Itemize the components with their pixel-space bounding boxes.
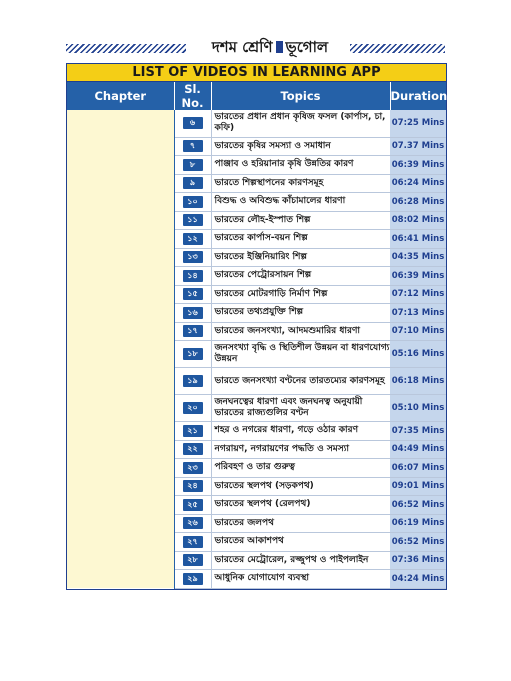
- sl-badge: ১২: [183, 233, 203, 245]
- sl-cell: [174, 551, 211, 570]
- sl-badge: ২৮: [183, 554, 203, 566]
- sl-badge: ১৬: [183, 307, 203, 319]
- duration-cell: 04:49 Mins: [390, 440, 446, 459]
- sl-badge: ২৭: [183, 536, 203, 548]
- topic-cell[interactable]: ভারতের জনসংখ্যা, আদমশুমারির ধারণা: [211, 322, 390, 341]
- sl-cell: [174, 211, 211, 230]
- sl-cell: [174, 156, 211, 175]
- sl-badge: ১৯: [183, 375, 203, 387]
- sl-badge: ১১: [183, 214, 203, 226]
- sl-badge: ১৩: [183, 251, 203, 263]
- duration-cell: 07:10 Mins: [390, 322, 446, 341]
- duration-cell: 06:52 Mins: [390, 533, 446, 552]
- sl-badge: ১৪: [183, 270, 203, 282]
- sl-cell: [174, 368, 211, 395]
- sl-cell: [174, 459, 211, 478]
- duration-cell: 07.37 Mins: [390, 137, 446, 156]
- sl-cell: [174, 341, 211, 368]
- sl-badge: ৯: [183, 177, 203, 189]
- topic-cell[interactable]: শহর ও নগরের ধারণা, গড়ে ওঠার কারণ: [211, 422, 390, 441]
- table-row[interactable]: [67, 110, 446, 137]
- topic-cell[interactable]: ভারতের মেট্রোরেল, রজ্জুপথ ও পাইপলাইন: [211, 551, 390, 570]
- topic-cell[interactable]: নগরায়ণ, নগরায়ণের পদ্ধতি ও সমস্যা: [211, 440, 390, 459]
- duration-cell: 06:07 Mins: [390, 459, 446, 478]
- subject-label: ভূগোল: [285, 38, 329, 56]
- topic-cell[interactable]: ভারতের আকাশপথ: [211, 533, 390, 552]
- sl-badge: ২৬: [183, 517, 203, 529]
- sl-badge: ১০: [183, 196, 203, 208]
- duration-cell: 07:13 Mins: [390, 304, 446, 323]
- sl-cell: [174, 322, 211, 341]
- topic-cell[interactable]: জনঘনত্বের ধারণা এবং জনঘনত্ব অনুযায়ী ভারতের রাজ্যগুলির বণ্টন: [211, 395, 390, 422]
- sl-badge: ২২: [183, 443, 203, 455]
- column-header-sl: Sl. No.: [174, 82, 211, 110]
- duration-cell: 06:39 Mins: [390, 267, 446, 286]
- sl-badge: ১৮: [183, 348, 203, 360]
- topic-cell[interactable]: ভারতে শিল্পস্থাপনের কারণসমূহ: [211, 174, 390, 193]
- table-header-row: [67, 82, 446, 110]
- topic-cell[interactable]: ভারতের লৌহ-ইস্পাত শিল্প: [211, 211, 390, 230]
- sl-badge: ৭: [183, 140, 203, 152]
- sl-badge: ২৫: [183, 499, 203, 511]
- sl-cell: [174, 248, 211, 267]
- sl-cell: [174, 193, 211, 212]
- sl-cell: [174, 533, 211, 552]
- duration-cell: 07:25 Mins: [390, 110, 446, 137]
- column-header-chapter: Chapter: [67, 82, 174, 110]
- duration-cell: 05:16 Mins: [390, 341, 446, 368]
- sl-cell: [174, 230, 211, 249]
- duration-cell: 05:10 Mins: [390, 395, 446, 422]
- sl-cell: [174, 285, 211, 304]
- duration-cell: 06:39 Mins: [390, 156, 446, 175]
- sl-badge: ৮: [183, 159, 203, 171]
- column-header-topics: Topics: [211, 82, 390, 110]
- sl-badge: ২৯: [183, 573, 203, 585]
- topic-cell[interactable]: ভারতের প্রধান প্রধান কৃষিজ ফসল (কার্পাস, চা, কফি): [211, 110, 390, 137]
- duration-cell: 06:24 Mins: [390, 174, 446, 193]
- duration-cell: 07:35 Mins: [390, 422, 446, 441]
- video-list-panel: [66, 63, 447, 590]
- table-body: [67, 110, 446, 588]
- topic-cell[interactable]: ভারতের মোটরগাড়ি নির্মাণ শিল্প: [211, 285, 390, 304]
- duration-cell: 06:52 Mins: [390, 496, 446, 515]
- duration-cell: 06:41 Mins: [390, 230, 446, 249]
- sl-badge: ২৩: [183, 462, 203, 474]
- topic-cell[interactable]: ভারতের ইঞ্জিনিয়ারিং শিল্প: [211, 248, 390, 267]
- decorative-hatch-left: [66, 44, 186, 53]
- decorative-hatch-right: [350, 44, 445, 53]
- sl-cell: [174, 267, 211, 286]
- sl-cell: [174, 137, 211, 156]
- sl-badge: ২৪: [183, 480, 203, 492]
- sl-cell: [174, 496, 211, 515]
- topic-cell[interactable]: ভারতের কৃষির সমস্যা ও সমাধান: [211, 137, 390, 156]
- duration-cell: 06:18 Mins: [390, 368, 446, 395]
- sl-badge: ১৫: [183, 288, 203, 300]
- topic-cell[interactable]: ভারতের পেট্রোরসায়ন শিল্প: [211, 267, 390, 286]
- chapter-cell: [67, 110, 174, 588]
- topic-cell[interactable]: ভারতের কার্পাস-বয়ন শিল্প: [211, 230, 390, 249]
- topic-cell[interactable]: পাঞ্জাব ও হরিয়ানার কৃষি উন্নতির কারণ: [211, 156, 390, 175]
- topic-cell[interactable]: ভারতের স্থলপথ (সড়কপথ): [211, 477, 390, 496]
- duration-cell: 04:35 Mins: [390, 248, 446, 267]
- sl-cell: [174, 440, 211, 459]
- sl-badge: ২০: [183, 402, 203, 414]
- list-banner: LIST OF VIDEOS IN LEARNING APP: [67, 64, 446, 82]
- topic-cell[interactable]: আধুনিক যোগাযোগ ব্যবস্থা: [211, 570, 390, 589]
- sl-badge: ৬: [183, 117, 203, 129]
- duration-cell: 07:36 Mins: [390, 551, 446, 570]
- duration-cell: 06:19 Mins: [390, 514, 446, 533]
- column-header-duration: Duration: [390, 82, 446, 110]
- sl-badge: ১৭: [183, 325, 203, 337]
- video-table: [67, 82, 446, 589]
- topic-cell[interactable]: ভারতের স্থলপথ (রেলপথ): [211, 496, 390, 515]
- topic-cell[interactable]: ভারতের তথ্যপ্রযুক্তি শিল্প: [211, 304, 390, 323]
- sl-cell: [174, 304, 211, 323]
- duration-cell: 04:24 Mins: [390, 570, 446, 589]
- sl-cell: [174, 570, 211, 589]
- sl-cell: [174, 395, 211, 422]
- page-title: [190, 36, 350, 61]
- class-label: দশম শ্রেণি: [211, 38, 273, 56]
- sl-cell: [174, 110, 211, 137]
- sl-cell: [174, 174, 211, 193]
- topic-cell[interactable]: ভারতে জনসংখ্যা বণ্টনের তারতম্যের কারণসমূহ: [211, 368, 390, 395]
- sl-badge: ২১: [183, 425, 203, 437]
- topic-cell[interactable]: বিশুদ্ধ ও অবিশুদ্ধ কাঁচামালের ধারণা: [211, 193, 390, 212]
- sl-cell: [174, 514, 211, 533]
- sl-cell: [174, 477, 211, 496]
- sl-cell: [174, 422, 211, 441]
- title-separator: [276, 41, 283, 53]
- duration-cell: 09:01 Mins: [390, 477, 446, 496]
- topic-cell[interactable]: পরিবহণ ও তার গুরুত্ব: [211, 459, 390, 478]
- duration-cell: 07:12 Mins: [390, 285, 446, 304]
- topic-cell[interactable]: ভারতের জলপথ: [211, 514, 390, 533]
- duration-cell: 08:02 Mins: [390, 211, 446, 230]
- duration-cell: 06:28 Mins: [390, 193, 446, 212]
- topic-cell[interactable]: জনসংখ্যা বৃদ্ধি ও স্থিতিশীল উন্নয়ন বা ধারণযোগ্য উন্নয়ন: [211, 341, 390, 368]
